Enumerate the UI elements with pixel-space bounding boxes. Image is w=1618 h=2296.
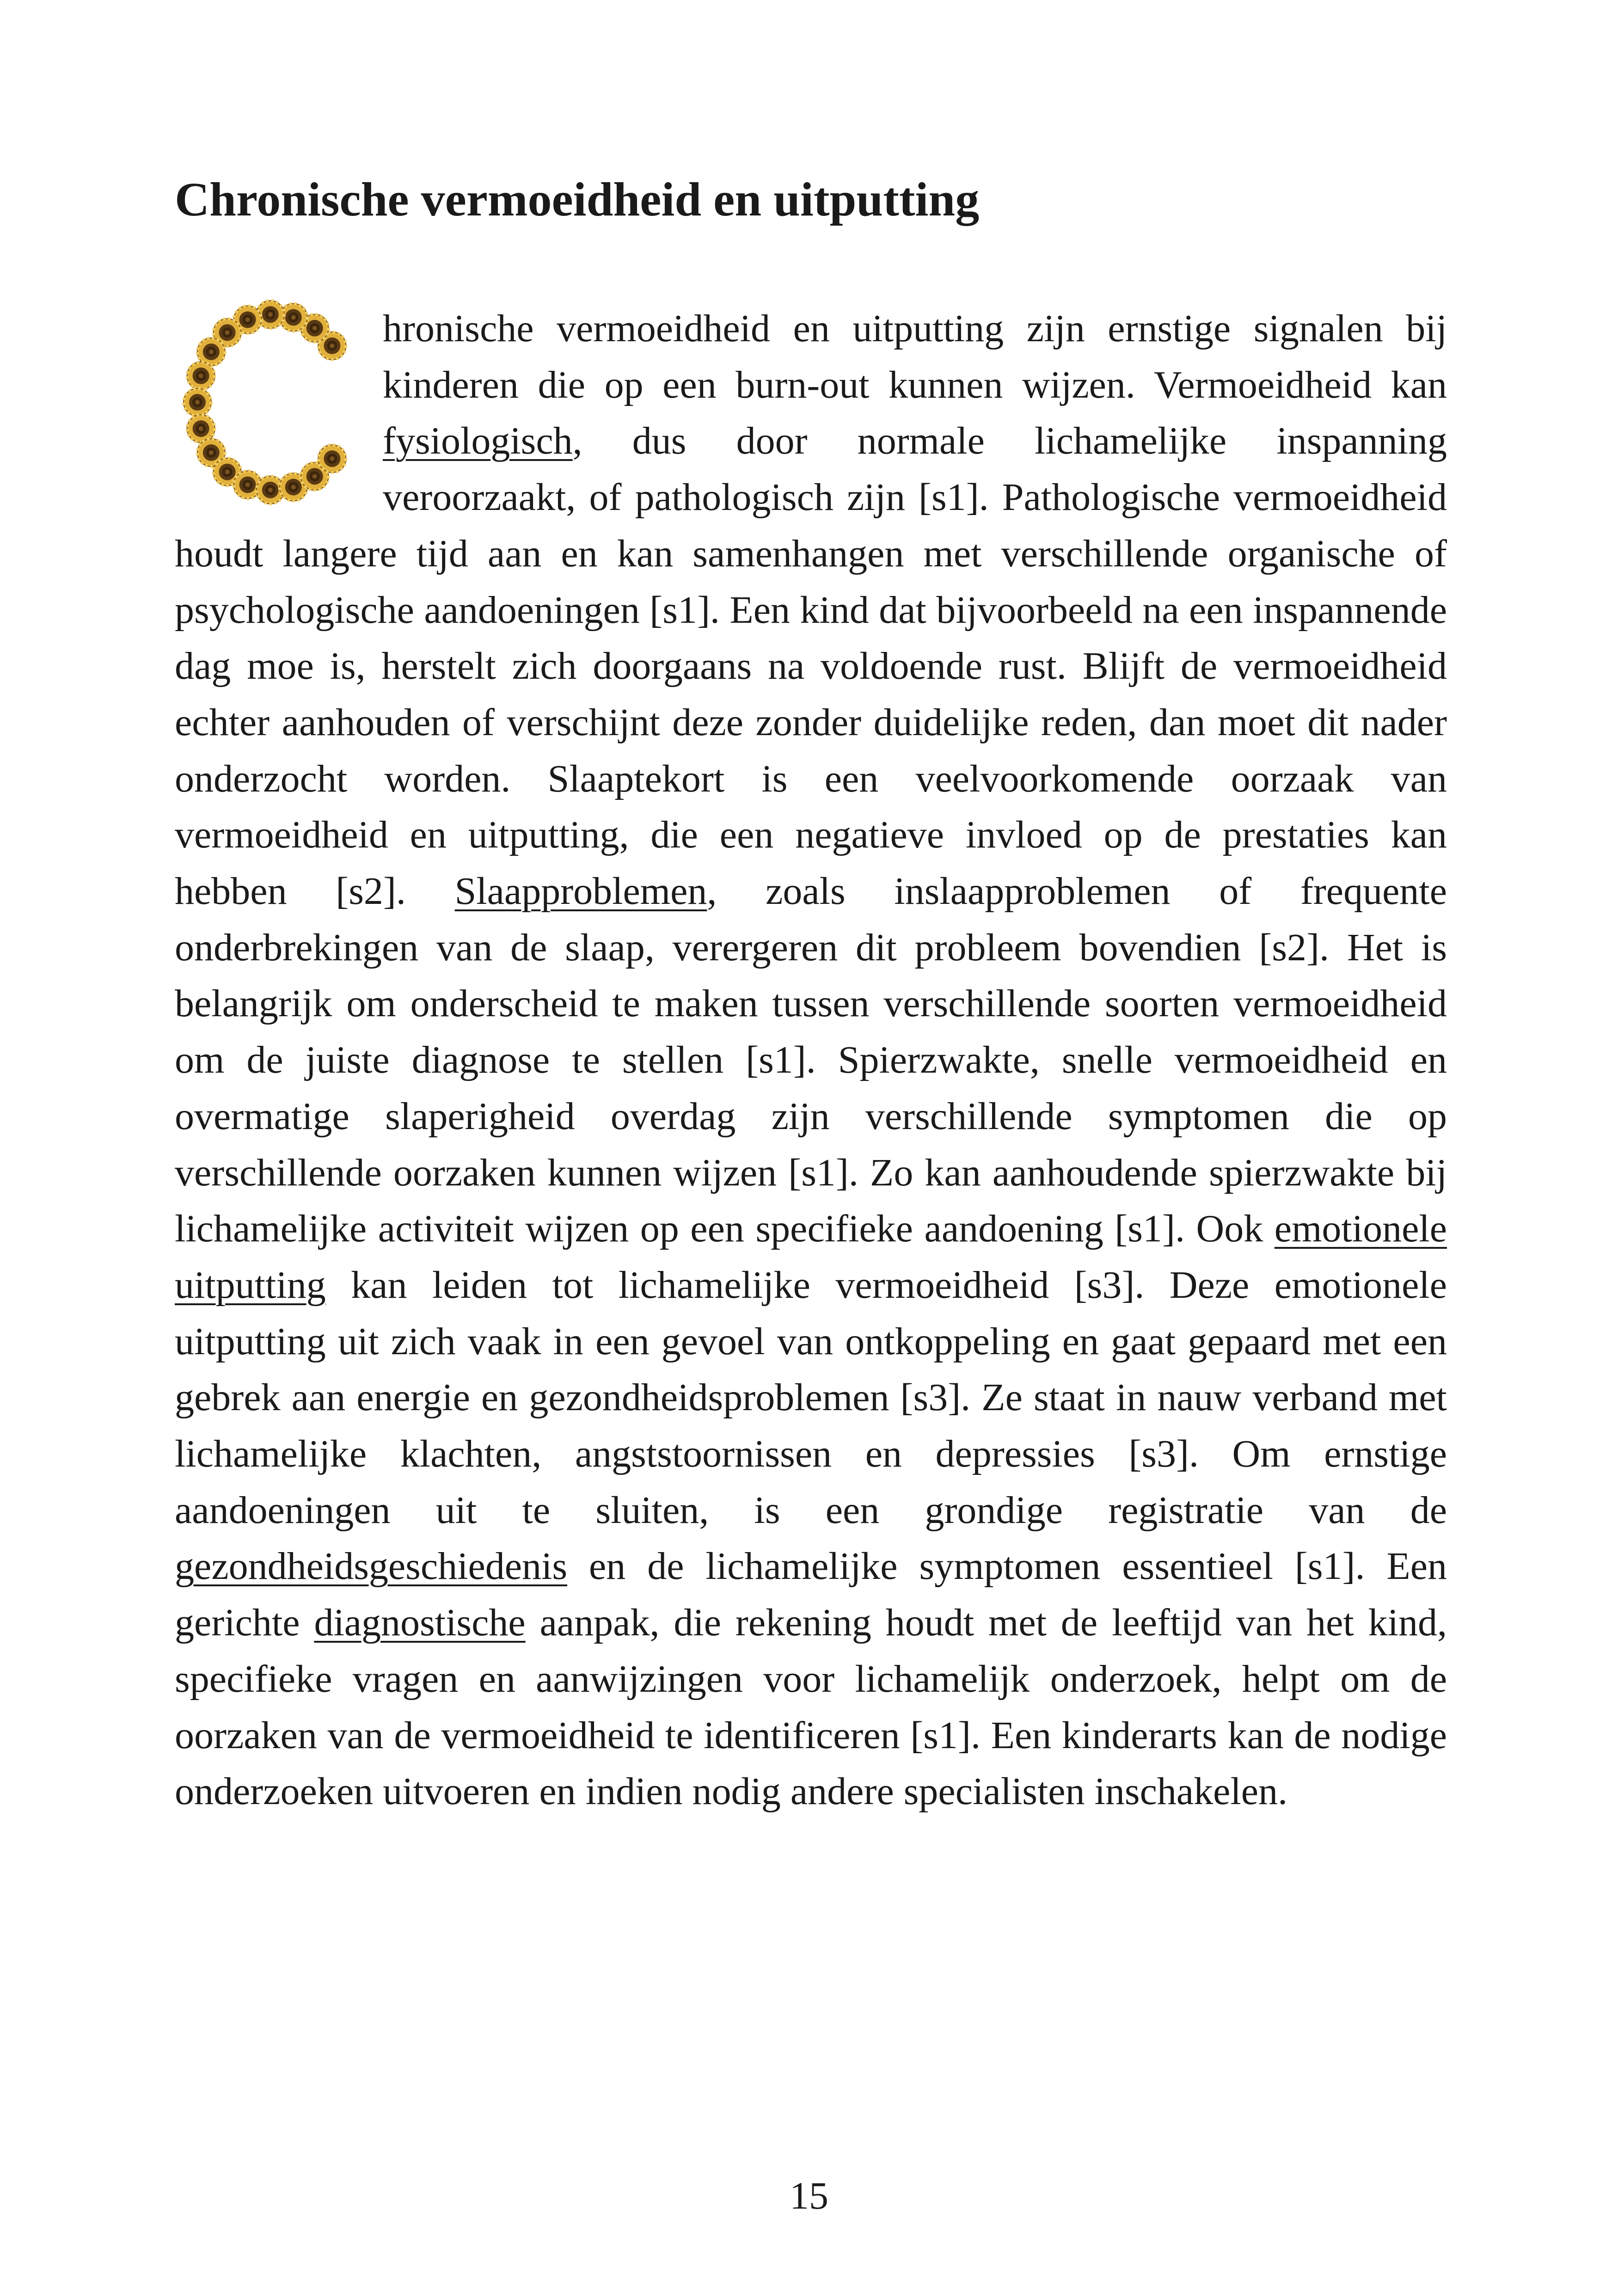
text-segment: aanpak, die rekening houdt met de leeftijd van het kind, specifieke vragen en aanwijzingen voor lichamelijk onderzoek, helpt om de oorzaken van de vermoeidheid te identificeren [s1]. Een kinderarts kan de nodige onderzoeken uitvoeren en indien nodig andere specialisten inschakelen. [175,1601,1447,1813]
page-number: 15 [790,2174,828,2217]
underlined-term-emotionele-uitputting: emotionele uitputting [175,1207,1447,1307]
text-segment: , dus door normale lichamelijke inspanning veroorzaakt, of pathologisch zijn [s1]. Pathologische vermoeidheid houdt langere tijd aan en kan samenhangen met verschillende organische of psychologische aandoeningen [s1]. Een kind dat bijvoorbeeld na een inspannende dag moe is, herstelt zich doorgaans na voldoende rust. Blijft de vermoeidheid echter aanhouden of verschijnt deze zonder duidelijke reden, dan moet dit nader onderzocht worden. Slaaptekort is een veelvoorkomende oorzaak van vermoeidheid en uitputting, die een negatieve invloed op de prestaties kan hebben [s2]. [175,419,1447,913]
text-segment: , zoals inslaapproblemen of frequente onderbrekingen van de slaap, verergeren dit probleem bovendien [s2]. Het is belangrijk om onderscheid te maken tussen verschillende soorten vermoeidheid om de juiste diagnose te stellen [s1]. Spierzwakte, snelle vermoeidheid en overmatige slaperigheid overdag zijn verschillende symptomen die op verschillende oorzaken kunnen wijzen [s1]. Zo kan aanhoudende spierzwakte bij lichamelijke activiteit wijzen op een specifieke aandoening [s1]. Ook [175,870,1447,1251]
underlined-term-gezondheidsgeschiedenis: gezondheidsgeschiedenis [175,1545,568,1588]
underlined-term-slaapproblemen: Slaapproblemen [454,870,707,913]
text-segment: hronische vermoeidheid en uitputting zijn ernstige signalen bij kinderen die op een burn-out kunnen wijzen. Vermoeidheid kan [383,307,1447,406]
underlined-term-fysiologisch: fysiologisch [383,419,573,463]
text-segment: en de lichamelijke symptomen essentieel [s1]. Een gerichte [175,1545,1447,1645]
text-segment: kan leiden tot lichamelijke vermoeidheid [s3]. Deze emotionele uitputting uit zich vaak in een gevoel van ontkoppeling en gaat gepaard met een gebrek aan energie en gezondheidsproblemen [s3]. Ze staat in nauw verband met lichamelijke klachten, angststoornissen en depressies [s3]. Om ernstige aandoeningen uit te sluiten, is een grondige registratie van de [175,1263,1447,1532]
drop-cap-spacer [175,301,383,518]
body-paragraph [175,301,1447,1820]
page-title: Chronische vermoeidheid en uitputting [175,173,980,226]
underlined-term-diagnostische: diagnostische [314,1601,526,1645]
